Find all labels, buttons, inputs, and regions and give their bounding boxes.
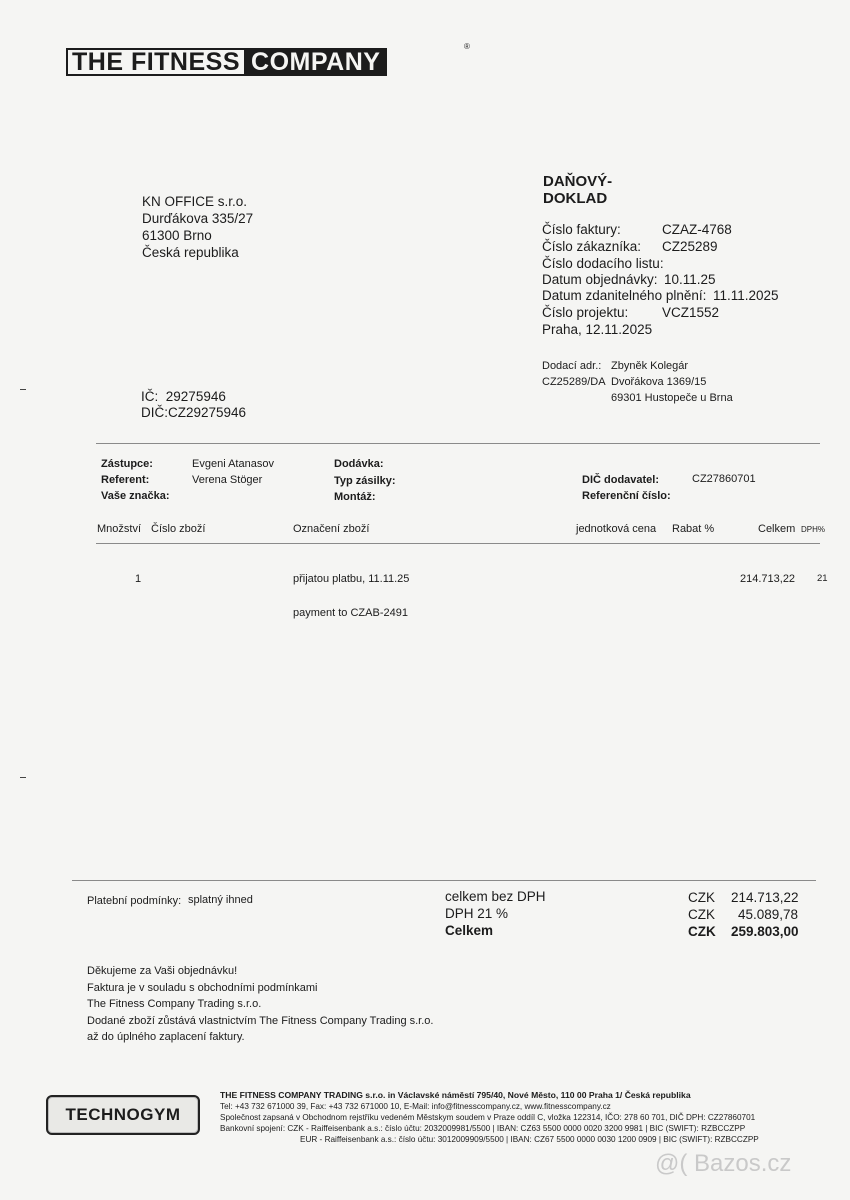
logo-text-part1: THE FITNESS xyxy=(66,48,244,76)
customer-tax-ids xyxy=(141,389,246,421)
referencni-cislo-label: Referenční číslo: xyxy=(582,490,671,502)
dic-label: DIČ: xyxy=(141,405,168,420)
totals-separator xyxy=(72,880,816,881)
subtotal-label: celkem bez DPH xyxy=(445,889,546,904)
grand-total-label: Celkem xyxy=(445,923,494,938)
zastupce-value: Evgeni Atanasov xyxy=(192,458,274,470)
dic-dodavatel-value: CZ27860701 xyxy=(692,473,756,485)
col-header-description: Označení zboží xyxy=(293,523,370,535)
corporate-line-3: Společnost zapsaná v Obchodnom rejstříku vedeném Městskym soudem v Praze oddíl C, vložka 122314, IČO: 278 60 701, DIČ DPH: CZ27860701 xyxy=(220,1113,756,1122)
technogym-text: TECHNOGYM xyxy=(65,1105,181,1124)
customer-address xyxy=(142,193,253,261)
registered-mark: ® xyxy=(464,42,470,51)
col-header-quantity: Množství xyxy=(97,523,142,535)
footer-line: Dodané zboží zůstává vlastnictvím The Fitness Company Trading s.r.o. xyxy=(87,1014,434,1027)
col-header-unit-price: jednotková cena xyxy=(576,523,657,535)
project-number: VCZ1552 xyxy=(662,305,720,320)
bazos-watermark: @( Bazos.cz xyxy=(655,1150,792,1177)
field-label: Číslo faktury: xyxy=(542,222,621,237)
customer-line: Česká republika xyxy=(142,245,239,260)
fold-mark xyxy=(20,777,26,778)
col-header-vat: DPH% xyxy=(801,525,826,534)
document-title-line2: DOKLAD xyxy=(543,190,608,207)
delivery-name: Zbyněk Kolegár xyxy=(611,360,689,372)
corporate-line-2: Tel: +43 732 671000 39, Fax: +43 732 671000 10, E-Mail: info@fitnesscompany.cz, www.fitnesscompany.cz xyxy=(220,1102,611,1111)
dodavka-label: Dodávka: xyxy=(334,458,384,470)
payment-terms-label: Platební podmínky: xyxy=(87,895,182,907)
document-title xyxy=(543,173,612,207)
ic-value: 29275946 xyxy=(165,389,226,404)
field-label: Číslo zákazníka: xyxy=(542,239,642,254)
payment-terms-value: splatný ihned xyxy=(188,894,253,906)
row-vat: 21 xyxy=(817,573,828,584)
invoice-number: CZAZ-4768 xyxy=(662,222,732,237)
col-header-item-number: Číslo zboží xyxy=(151,523,206,535)
grand-total-currency: CZK xyxy=(688,924,716,939)
typ-zasilky-label: Typ zásilky: xyxy=(334,475,396,487)
delivery-label: Dodací adr.: xyxy=(542,360,602,372)
delivery-address xyxy=(611,358,733,406)
row-description-2: payment to CZAB-2491 xyxy=(293,607,408,619)
field-label: Datum objednávky: xyxy=(542,272,658,287)
tax-date: 11.11.2025 xyxy=(713,288,779,303)
col-header-discount: Rabat % xyxy=(672,523,715,535)
corporate-footer xyxy=(220,1090,759,1145)
delivery-street: Dvořákova 1369/15 xyxy=(611,376,707,388)
place-date-text: Praha, 12.11.2025 xyxy=(542,322,653,337)
dic-dodavatel-label: DIČ dodavatel: xyxy=(582,474,660,486)
delivery-code: CZ25289/DA xyxy=(542,376,606,388)
fold-mark xyxy=(20,389,26,390)
customer-number: CZ25289 xyxy=(662,239,718,254)
footer-line: The Fitness Company Trading s.r.o. xyxy=(87,998,262,1010)
ic-label: IČ: xyxy=(141,389,159,404)
field-label: Číslo projektu: xyxy=(542,305,629,320)
referent-label: Referent: xyxy=(101,474,150,486)
footer-line: až do úplného zaplacení faktury. xyxy=(87,1031,245,1043)
col-header-total: Celkem xyxy=(758,523,796,535)
subtotal-amount: 214.713,22 xyxy=(731,890,799,905)
company-logo xyxy=(66,42,470,76)
order-date: 10.11.25 xyxy=(664,272,716,287)
delivery-address-label xyxy=(542,358,606,390)
delivery-city: 69301 Hustopeče u Brna xyxy=(611,392,733,404)
row-quantity: 1 xyxy=(135,573,142,585)
zastupce-label: Zástupce: xyxy=(101,458,153,470)
row-total: 214.713,22 xyxy=(740,573,796,585)
subtotal-currency: CZK xyxy=(688,890,715,905)
footer-line: Děkujeme za Vaši objednávku! xyxy=(87,965,238,977)
dic-value: CZ29275946 xyxy=(168,405,247,420)
customer-line: Durďákova 335/27 xyxy=(142,211,254,226)
logo-text-part2: COMPANY xyxy=(244,48,387,76)
vat-currency: CZK xyxy=(688,907,715,922)
corporate-line-1: THE FITNESS COMPANY TRADING s.r.o. in Václavské náměstí 795/40, Nové Město, 110 00 Praha 1/ Česká republika xyxy=(220,1090,691,1100)
table-header-line xyxy=(96,543,820,544)
vat-label: DPH 21 % xyxy=(445,906,509,921)
corporate-line-4: Bankovní spojení: CZK - Raiffeisenbank a.s.: číslo účtu: 2032009981/5500 | IBAN: CZ63 5500 0000 0020 3200 9981 | BIC (SWIFT): RZBCCZPP xyxy=(220,1124,746,1133)
row-description: přijatou platbu, 11.11.25 xyxy=(293,573,410,585)
footer-line: Faktura je v souladu s obchodními podmínkami xyxy=(87,981,318,994)
field-label: Číslo dodacího listu: xyxy=(542,256,664,271)
thank-you-text xyxy=(87,963,433,1046)
field-label: Datum zdanitelného plnění: xyxy=(542,288,707,303)
document-title-line1: DAŇOVÝ- xyxy=(543,173,613,190)
customer-line: 61300 Brno xyxy=(142,228,212,243)
grand-total-amount: 259.803,00 xyxy=(731,924,799,939)
znacka-label: Vaše značka: xyxy=(101,490,170,502)
corporate-line-5: EUR - Raiffeisenbank a.s.: číslo účtu: 3012009909/5500 | IBAN: CZ67 5500 0000 0030 1200 0909 | BIC (SWIFT): RZBCCZPP xyxy=(300,1135,759,1144)
technogym-logo xyxy=(46,1095,200,1135)
referent-value: Verena Stöger xyxy=(192,474,263,486)
separator-line xyxy=(96,443,820,444)
vat-amount: 45.089,78 xyxy=(738,907,799,922)
customer-line: KN OFFICE s.r.o. xyxy=(142,194,248,209)
montaz-label: Montáž: xyxy=(334,491,376,503)
